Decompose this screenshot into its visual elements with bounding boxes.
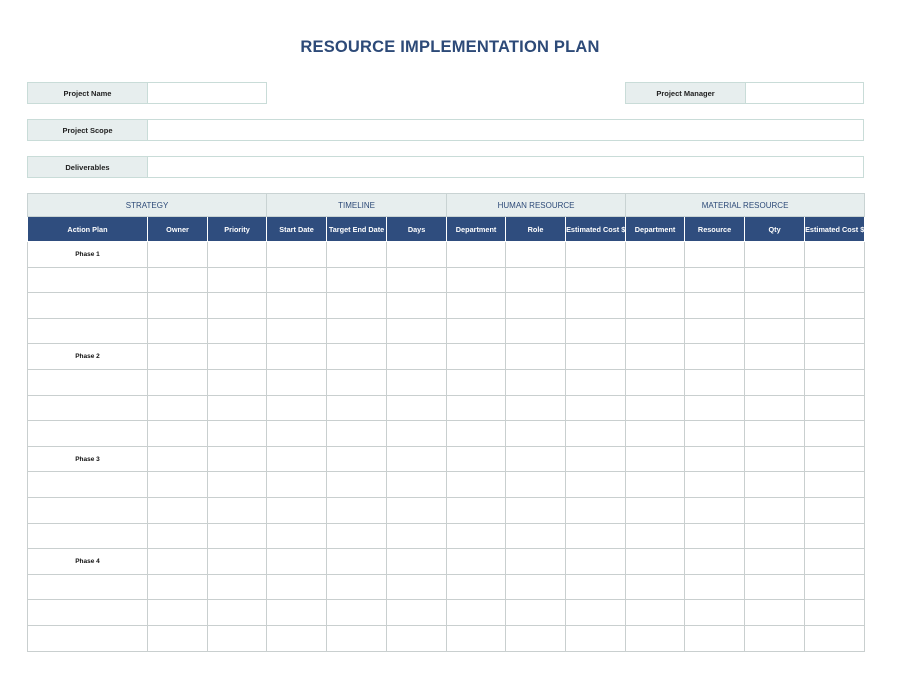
table-cell[interactable] <box>506 421 566 447</box>
column-header-resource: Resource <box>685 217 745 242</box>
table-cell[interactable] <box>148 472 208 498</box>
table-cell[interactable] <box>208 600 267 626</box>
table-cell[interactable] <box>208 369 267 395</box>
table-cell[interactable] <box>148 369 208 395</box>
table-cell[interactable] <box>626 267 685 293</box>
table-row <box>28 421 865 447</box>
table-cell[interactable] <box>148 267 208 293</box>
table-cell[interactable] <box>447 344 506 370</box>
table-cell[interactable] <box>327 625 387 651</box>
table-cell[interactable] <box>685 242 745 268</box>
table-cell[interactable] <box>805 625 865 651</box>
column-header-priority: Priority <box>208 217 267 242</box>
table-cell[interactable] <box>267 395 327 421</box>
table-cell[interactable] <box>148 395 208 421</box>
table-cell[interactable] <box>28 395 148 421</box>
table-cell[interactable] <box>327 395 387 421</box>
table-cell[interactable] <box>28 267 148 293</box>
table-cell[interactable] <box>566 497 626 523</box>
action-plan-cell-text: Phase 2 <box>75 353 100 361</box>
table-cell[interactable] <box>745 318 805 344</box>
table-cell[interactable] <box>805 344 865 370</box>
table-row <box>28 395 865 421</box>
table-row <box>28 446 865 472</box>
table-cell[interactable] <box>626 497 685 523</box>
table-cell[interactable] <box>327 472 387 498</box>
table-cell[interactable] <box>447 421 506 447</box>
action-plan-cell-text <box>28 472 147 481</box>
table-cell[interactable] <box>566 574 626 600</box>
table-cell[interactable] <box>148 600 208 626</box>
table-cell[interactable] <box>506 472 566 498</box>
table-cell[interactable] <box>745 344 805 370</box>
table-cell[interactable] <box>685 446 745 472</box>
table-cell[interactable] <box>208 497 267 523</box>
column-header-mr-estimated-cost: Estimated Cost $ <box>805 217 865 242</box>
action-plan-cell-text <box>28 498 147 507</box>
table-cell[interactable] <box>626 574 685 600</box>
table-cell[interactable] <box>685 549 745 575</box>
action-plan-cell-text: Phase 4 <box>75 558 100 566</box>
table-cell[interactable] <box>28 421 148 447</box>
table-cell[interactable] <box>28 446 148 472</box>
table-cell[interactable] <box>387 497 447 523</box>
table-cell[interactable] <box>327 600 387 626</box>
table-cell[interactable] <box>506 369 566 395</box>
table-cell[interactable] <box>566 600 626 626</box>
table-cell[interactable] <box>148 549 208 575</box>
column-header-hr-department: Department <box>447 217 506 242</box>
table-cell[interactable] <box>805 549 865 575</box>
table-cell[interactable] <box>805 267 865 293</box>
table-cell[interactable] <box>745 421 805 447</box>
plan-table <box>27 193 865 652</box>
table-cell[interactable] <box>805 497 865 523</box>
project-scope-label: Project Scope <box>28 120 148 140</box>
project-scope-input[interactable] <box>148 120 863 140</box>
table-cell[interactable] <box>685 497 745 523</box>
table-cell[interactable] <box>685 625 745 651</box>
action-plan-cell-text <box>28 600 147 609</box>
table-cell[interactable] <box>327 242 387 268</box>
table-cell[interactable] <box>387 421 447 447</box>
table-cell[interactable] <box>28 472 148 498</box>
table-cell[interactable] <box>447 242 506 268</box>
table-cell[interactable] <box>685 472 745 498</box>
table-cell[interactable] <box>327 369 387 395</box>
table-row <box>28 549 865 575</box>
table-cell[interactable] <box>208 446 267 472</box>
deliverables-field <box>27 156 864 178</box>
table-cell[interactable] <box>148 242 208 268</box>
column-header-action-plan: Action Plan <box>28 217 148 242</box>
table-cell[interactable] <box>506 446 566 472</box>
table-cell[interactable] <box>506 293 566 319</box>
action-plan-cell-text <box>28 524 147 533</box>
table-cell[interactable] <box>566 395 626 421</box>
action-plan-cell-text <box>28 396 147 405</box>
action-plan-cell-text <box>28 421 147 430</box>
table-cell[interactable] <box>267 549 327 575</box>
table-cell[interactable] <box>805 242 865 268</box>
table-cell[interactable] <box>447 549 506 575</box>
table-cell[interactable] <box>387 395 447 421</box>
table-cell[interactable] <box>327 421 387 447</box>
column-header-start-date: Start Date <box>267 217 327 242</box>
project-manager-input[interactable] <box>746 83 863 103</box>
table-cell[interactable] <box>447 523 506 549</box>
table-cell[interactable] <box>745 625 805 651</box>
table-cell[interactable] <box>566 344 626 370</box>
table-cell[interactable] <box>745 549 805 575</box>
table-cell[interactable] <box>745 395 805 421</box>
deliverables-input[interactable] <box>148 157 863 177</box>
table-cell[interactable] <box>208 421 267 447</box>
table-cell[interactable] <box>327 446 387 472</box>
table-cell[interactable] <box>626 625 685 651</box>
column-header-hr-estimated-cost: Estimated Cost $ <box>566 217 626 242</box>
table-cell[interactable] <box>447 446 506 472</box>
table-cell[interactable] <box>208 344 267 370</box>
table-cell[interactable] <box>387 293 447 319</box>
table-cell[interactable] <box>327 267 387 293</box>
table-cell[interactable] <box>28 600 148 626</box>
table-cell[interactable] <box>506 497 566 523</box>
table-cell[interactable] <box>566 625 626 651</box>
table-cell[interactable] <box>626 523 685 549</box>
table-cell[interactable] <box>208 549 267 575</box>
action-plan-cell-text <box>28 626 147 635</box>
table-cell[interactable] <box>387 523 447 549</box>
table-cell[interactable] <box>566 472 626 498</box>
table-cell[interactable] <box>626 421 685 447</box>
column-header-days: Days <box>387 217 447 242</box>
table-cell[interactable] <box>267 318 327 344</box>
table-cell[interactable] <box>208 242 267 268</box>
page-title: RESOURCE IMPLEMENTATION PLAN <box>300 38 600 56</box>
group-header-timeline: TIMELINE <box>267 194 447 217</box>
project-manager-label: Project Manager <box>626 83 746 103</box>
column-header-owner: Owner <box>148 217 208 242</box>
table-row <box>28 600 865 626</box>
table-cell[interactable] <box>447 497 506 523</box>
table-cell[interactable] <box>805 523 865 549</box>
table-cell[interactable] <box>447 472 506 498</box>
table-cell[interactable] <box>685 344 745 370</box>
table-cell[interactable] <box>566 549 626 575</box>
table-cell[interactable] <box>626 600 685 626</box>
table-cell[interactable] <box>28 574 148 600</box>
project-name-field <box>27 82 267 104</box>
group-header-strategy: STRATEGY <box>28 194 267 217</box>
table-cell[interactable] <box>267 600 327 626</box>
table-cell[interactable] <box>506 318 566 344</box>
table-cell[interactable] <box>506 549 566 575</box>
table-cell[interactable] <box>745 497 805 523</box>
table-cell[interactable] <box>685 293 745 319</box>
table-row <box>28 318 865 344</box>
table-cell[interactable] <box>506 242 566 268</box>
table-row <box>28 497 865 523</box>
table-cell[interactable] <box>267 267 327 293</box>
table-cell[interactable] <box>387 344 447 370</box>
table-cell[interactable] <box>387 472 447 498</box>
table-cell[interactable] <box>148 625 208 651</box>
table-cell[interactable] <box>566 318 626 344</box>
table-cell[interactable] <box>387 625 447 651</box>
table-cell[interactable] <box>805 395 865 421</box>
table-cell[interactable] <box>745 267 805 293</box>
table-cell[interactable] <box>805 318 865 344</box>
table-cell[interactable] <box>208 293 267 319</box>
table-cell[interactable] <box>566 523 626 549</box>
table-cell[interactable] <box>28 369 148 395</box>
table-cell[interactable] <box>745 472 805 498</box>
group-header-human-resource: HUMAN RESOURCE <box>447 194 626 217</box>
table-cell[interactable] <box>447 625 506 651</box>
group-header-material-resource: MATERIAL RESOURCE <box>626 194 865 217</box>
table-cell[interactable] <box>267 421 327 447</box>
table-cell[interactable] <box>148 446 208 472</box>
table-cell[interactable] <box>387 600 447 626</box>
table-cell[interactable] <box>805 446 865 472</box>
table-cell[interactable] <box>745 446 805 472</box>
table-cell[interactable] <box>805 600 865 626</box>
table-cell[interactable] <box>327 293 387 319</box>
table-cell[interactable] <box>327 523 387 549</box>
table-cell[interactable] <box>148 574 208 600</box>
table-cell[interactable] <box>506 625 566 651</box>
table-cell[interactable] <box>267 523 327 549</box>
table-cell[interactable] <box>626 318 685 344</box>
table-cell[interactable] <box>148 523 208 549</box>
table-cell[interactable] <box>805 421 865 447</box>
table-cell[interactable] <box>28 523 148 549</box>
table-row <box>28 369 865 395</box>
table-cell[interactable] <box>685 523 745 549</box>
table-cell[interactable] <box>28 344 148 370</box>
table-cell[interactable] <box>506 344 566 370</box>
table-cell[interactable] <box>28 242 148 268</box>
table-cell[interactable] <box>267 625 327 651</box>
table-cell[interactable] <box>745 369 805 395</box>
table-cell[interactable] <box>267 472 327 498</box>
project-name-label: Project Name <box>28 83 148 103</box>
table-cell[interactable] <box>387 242 447 268</box>
table-cell[interactable] <box>327 344 387 370</box>
table-cell[interactable] <box>447 395 506 421</box>
action-plan-cell-text <box>28 293 147 302</box>
action-plan-cell-text <box>28 319 147 328</box>
action-plan-cell-text <box>28 575 147 584</box>
table-cell[interactable] <box>805 472 865 498</box>
table-cell[interactable] <box>148 497 208 523</box>
table-cell[interactable] <box>626 472 685 498</box>
table-cell[interactable] <box>387 574 447 600</box>
table-cell[interactable] <box>267 293 327 319</box>
table-cell[interactable] <box>685 574 745 600</box>
table-cell[interactable] <box>267 574 327 600</box>
table-row <box>28 293 865 319</box>
table-cell[interactable] <box>506 395 566 421</box>
table-row <box>28 574 865 600</box>
table-cell[interactable] <box>566 421 626 447</box>
table-cell[interactable] <box>327 318 387 344</box>
table-cell[interactable] <box>387 318 447 344</box>
table-cell[interactable] <box>327 549 387 575</box>
table-cell[interactable] <box>745 242 805 268</box>
table-cell[interactable] <box>208 395 267 421</box>
table-cell[interactable] <box>208 625 267 651</box>
table-cell[interactable] <box>685 267 745 293</box>
action-plan-cell-text <box>28 370 147 379</box>
table-cell[interactable] <box>506 267 566 293</box>
table-cell[interactable] <box>267 242 327 268</box>
table-cell[interactable] <box>28 318 148 344</box>
table-cell[interactable] <box>685 318 745 344</box>
table-cell[interactable] <box>208 472 267 498</box>
table-cell[interactable] <box>745 600 805 626</box>
table-cell[interactable] <box>148 421 208 447</box>
action-plan-cell-text <box>28 268 147 277</box>
table-row <box>28 344 865 370</box>
table-cell[interactable] <box>626 344 685 370</box>
table-cell[interactable] <box>387 549 447 575</box>
table-cell[interactable] <box>685 369 745 395</box>
table-cell[interactable] <box>626 549 685 575</box>
table-cell[interactable] <box>626 446 685 472</box>
table-cell[interactable] <box>566 242 626 268</box>
table-cell[interactable] <box>626 293 685 319</box>
table-cell[interactable] <box>148 344 208 370</box>
table-cell[interactable] <box>566 267 626 293</box>
table-cell[interactable] <box>387 446 447 472</box>
table-cell[interactable] <box>685 421 745 447</box>
table-cell[interactable] <box>685 600 745 626</box>
project-scope-field <box>27 119 864 141</box>
table-cell[interactable] <box>745 574 805 600</box>
table-cell[interactable] <box>208 267 267 293</box>
table-cell[interactable] <box>566 293 626 319</box>
deliverables-label: Deliverables <box>28 157 148 177</box>
table-row <box>28 267 865 293</box>
table-cell[interactable] <box>447 600 506 626</box>
table-cell[interactable] <box>447 318 506 344</box>
table-cell[interactable] <box>506 600 566 626</box>
table-cell[interactable] <box>148 293 208 319</box>
table-row <box>28 625 865 651</box>
table-row <box>28 242 865 268</box>
table-cell[interactable] <box>28 293 148 319</box>
table-cell[interactable] <box>805 293 865 319</box>
table-cell[interactable] <box>626 395 685 421</box>
table-row <box>28 472 865 498</box>
project-manager-field <box>625 82 864 104</box>
table-cell[interactable] <box>148 318 208 344</box>
table-cell[interactable] <box>387 369 447 395</box>
table-cell[interactable] <box>327 497 387 523</box>
table-cell[interactable] <box>745 293 805 319</box>
table-cell[interactable] <box>566 446 626 472</box>
table-cell[interactable] <box>447 574 506 600</box>
table-cell[interactable] <box>208 574 267 600</box>
table-cell[interactable] <box>387 267 447 293</box>
table-cell[interactable] <box>267 497 327 523</box>
table-cell[interactable] <box>506 574 566 600</box>
table-cell[interactable] <box>208 523 267 549</box>
table-row <box>28 523 865 549</box>
table-cell[interactable] <box>28 625 148 651</box>
column-header-mr-department: Department <box>626 217 685 242</box>
table-cell[interactable] <box>626 242 685 268</box>
table-cell[interactable] <box>208 318 267 344</box>
action-plan-cell-text: Phase 1 <box>75 251 100 258</box>
table-cell[interactable] <box>745 523 805 549</box>
table-cell[interactable] <box>28 497 148 523</box>
table-cell[interactable] <box>267 344 327 370</box>
table-cell[interactable] <box>805 574 865 600</box>
column-header-target-end-date: Target End Date <box>327 217 387 242</box>
table-cell[interactable] <box>267 446 327 472</box>
column-header-role: Role <box>506 217 566 242</box>
project-name-input[interactable] <box>148 83 266 103</box>
table-cell[interactable] <box>327 574 387 600</box>
table-cell[interactable] <box>267 369 327 395</box>
table-cell[interactable] <box>447 267 506 293</box>
table-cell[interactable] <box>566 369 626 395</box>
table-cell[interactable] <box>28 549 148 575</box>
column-header-qty: Qty <box>745 217 805 242</box>
table-cell[interactable] <box>685 395 745 421</box>
action-plan-cell-text: Phase 3 <box>75 455 100 463</box>
table-cell[interactable] <box>447 369 506 395</box>
table-cell[interactable] <box>506 523 566 549</box>
table-cell[interactable] <box>805 369 865 395</box>
table-cell[interactable] <box>447 293 506 319</box>
table-cell[interactable] <box>626 369 685 395</box>
